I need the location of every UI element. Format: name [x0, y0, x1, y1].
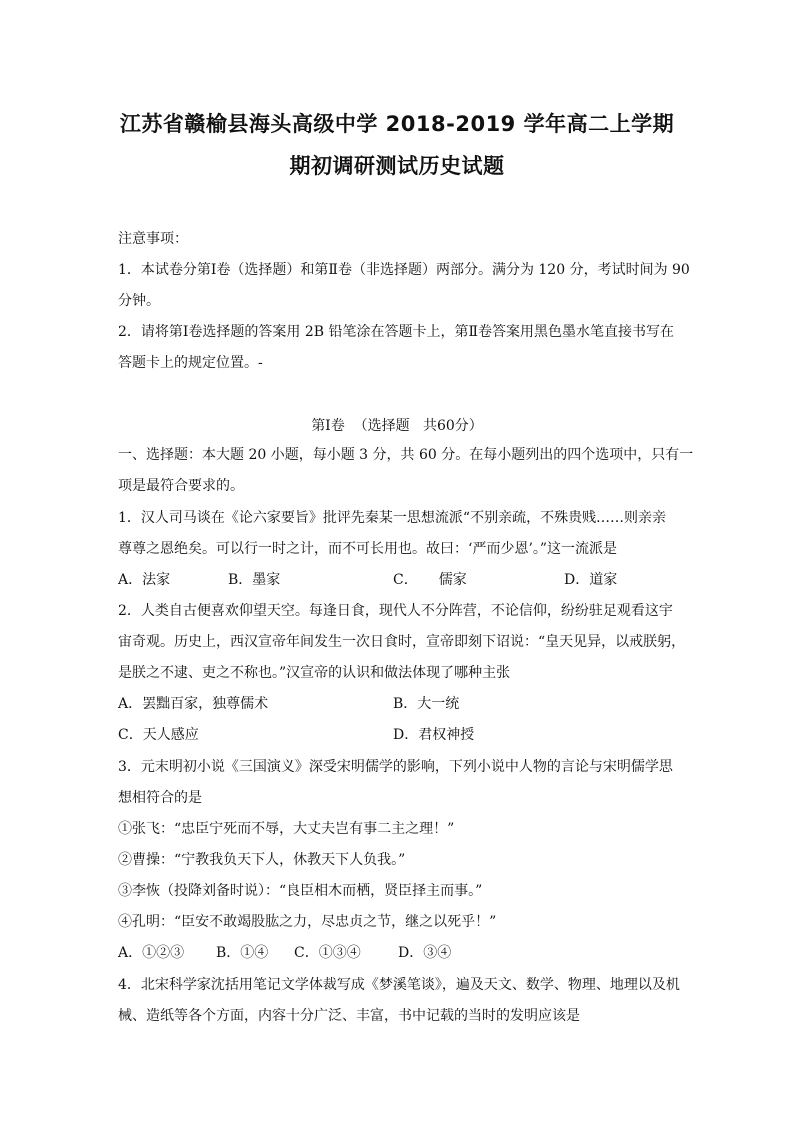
exam-title-line2: 期初调研测试历史试题 — [289, 154, 505, 178]
note-item-1-line2: 分钟。 — [118, 293, 160, 309]
question-1-line1: 1．汉人司马谈在《论六家要旨》批评先秦某一思想流派“不别亲疏，不殊贵贱……则亲亲 — [118, 510, 667, 526]
question-2-option-c: C．天人感应 — [118, 727, 199, 743]
question-1-line2: 尊尊之恩绝矣。可以行一时之计，而不可长用也。故曰：‘严而少恩’。”这一流派是 — [118, 541, 618, 557]
question-3-item-4: ④孔明：“臣安不敢竭股肱之力，尽忠贞之节，继之以死乎！” — [118, 914, 497, 930]
section-intro-line2: 项是最符合要求的。 — [118, 478, 244, 494]
note-item-2-line2: 答题卡上的规定位置。- — [118, 355, 263, 371]
question-4-line1: 4．北宋科学家沈括用笔记文学体裁写成《梦溪笔谈》，遍及天文、数学、物理、地理以及机 — [118, 977, 680, 993]
question-3-option-b: B．①④ — [216, 945, 269, 961]
question-1-option-d: D．道家 — [564, 572, 618, 588]
question-3-item-3: ③李恢（投降刘备时说）：“良臣相木而栖，贤臣择主而事。” — [118, 883, 483, 899]
question-2-line1: 2．人类自古便喜欢仰望天空。每逢日食，现代人不分阵营，不论信仰，纷纷驻足观看这宇 — [118, 603, 673, 619]
question-2-option-b: B．大一统 — [393, 696, 460, 712]
question-2-line3: 是朕之不逮、吏之不称也。”汉宣帝的认识和做法体现了哪种主张 — [118, 665, 511, 681]
question-2-option-d: D．君权神授 — [393, 727, 475, 743]
question-3-item-1: ①张飞：“忠臣宁死而不辱，大丈夫岂有事二主之理！” — [118, 821, 455, 837]
question-1-option-c: C． 儒家 — [393, 572, 467, 588]
notes-heading: 注意事项： — [118, 231, 188, 247]
note-item-2-line1: 2．请将第Ⅰ卷选择题的答案用 2B 铅笔涂在答题卡上，第Ⅱ卷答案用黑色墨水笔直接书写在 — [118, 324, 675, 340]
section-title: 第Ⅰ卷 （选择题 共60分） — [311, 418, 483, 434]
question-3-item-2: ②曹操：“宁教我负天下人，休教天下人负我。” — [118, 852, 406, 868]
note-item-1-line1: 1．本试卷分第Ⅰ卷（选择题）和第Ⅱ卷（非选择题）两部分。满分为 120 分，考试时间为 90 — [118, 262, 690, 278]
question-1-option-b: B．墨家 — [228, 572, 281, 588]
exam-title-line1: 江苏省赣榆县海头高级中学 2018-2019 学年高二上学期 — [119, 112, 675, 136]
question-3-option-a: A．①②③ — [118, 945, 185, 961]
question-3-line2: 想相符合的是 — [118, 790, 202, 806]
question-3-option-c: C．①③④ — [294, 945, 361, 961]
question-2-line2: 宙奇观。历史上，西汉宣帝年间发生一次日食时，宣帝即刻下诏说：“皇天见异，以戒朕躬， — [118, 634, 686, 650]
section-intro-line1: 一、选择题：本大题 20 小题，每小题 3 分，共 60 分。在每小题列出的四个选项中，只有一 — [118, 447, 694, 463]
question-4-line2: 械、造纸等各个方面，内容十分广泛、丰富，书中记载的当时的发明应该是 — [118, 1008, 580, 1024]
question-2-option-a: A．罢黜百家，独尊儒术 — [118, 696, 269, 712]
question-3-option-d: D．③④ — [398, 945, 452, 961]
question-1-option-a: A．法家 — [118, 572, 171, 588]
question-3-line1: 3．元末明初小说《三国演义》深受宋明儒学的影响，下列小说中人物的言论与宋明儒学思 — [118, 759, 673, 775]
